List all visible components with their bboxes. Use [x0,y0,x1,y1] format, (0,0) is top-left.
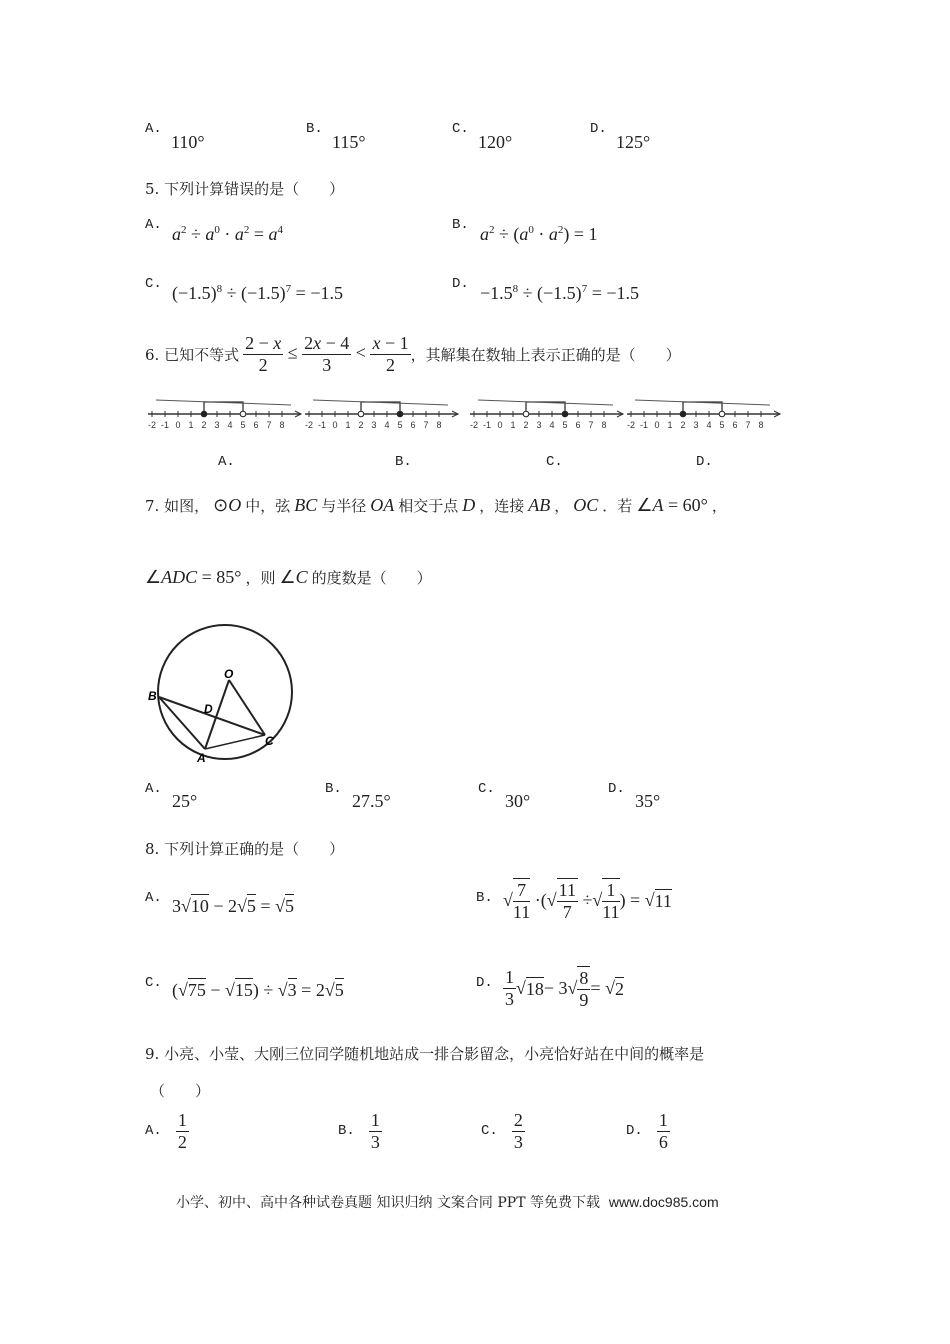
open-point [358,411,364,417]
tick-label: 7 [745,420,751,430]
q9-option-d-numerator: 1 [658,1110,668,1130]
q4-option-a-value: 110° [171,132,205,152]
q9-option-a-denominator: 2 [177,1131,187,1152]
tick-label: 5 [719,420,725,430]
q7-stem-part: 相交于点 [398,496,459,515]
tick-label: 5 [562,420,568,430]
q7-angle-a: ∠A = 60° [636,494,708,515]
q7-option-a-letter: A. [145,781,162,797]
q7-geometry-figure [140,620,310,770]
q7-stem-part: 中，弦 [245,496,291,515]
tick-label: 5 [240,420,246,430]
q4-option-d-letter: D. [590,121,607,137]
q7-stem-part: 7. 如图， [145,496,210,515]
q6-stem-prefix: 6. 已知不等式 [145,345,240,364]
closed-point [680,411,686,417]
q9-option-a-letter: A. [145,1123,162,1140]
q7-option-d-value: 35° [635,791,661,811]
q9-stem-paren: （ ） [150,1082,211,1100]
q5-option-d-math: $-1.5^8 \div (-1.5)^7 = -1.5$ [480,283,639,303]
open-point [719,411,725,417]
q9-option-a [145,1110,189,1152]
number-line-a [148,400,301,430]
tick-label: 4 [549,420,555,430]
closed-point [397,411,403,417]
q7-chord-bc: BC [294,494,318,515]
tick-label: 7 [266,420,272,430]
q5-option-a-letter: A. [145,217,162,233]
q7-segment-oc: OC [573,494,599,515]
q7-stem-line2 [145,560,432,594]
q9-stem: 9. 小亮、小莹、大刚三位同学随机地站成一排合影留念，小亮恰好站在中间的概率是 [145,1045,705,1063]
open-point [523,411,529,417]
tick-label: 2 [680,420,686,430]
tick-label: 5 [397,420,403,430]
tick-label: 8 [436,420,442,430]
tick-label: 4 [384,420,390,430]
footer-url[interactable]: www.doc985.com [608,1194,719,1210]
q7-option-c-letter: C. [478,781,495,797]
q6-option-b-label: B. [395,454,412,470]
q9-option-b [338,1110,382,1152]
tick-label: 6 [575,420,581,430]
tick-label: 7 [423,420,429,430]
q9-option-d [626,1110,670,1152]
tick-label: 6 [732,420,738,430]
closed-point [562,411,568,417]
q6-option-a-label: A. [218,454,235,470]
solution-bracket [526,402,565,414]
tick-label: -1 [482,420,492,430]
q4-option-b-letter: B. [306,121,323,137]
q9-option-c-denominator: 3 [513,1131,523,1152]
tick-label: 3 [371,420,377,430]
tick-label: -2 [147,420,157,430]
tick-label: 3 [693,420,699,430]
q7-stem: 7. 如图， ⊙O 中，弦 BC 与半径 OA 相交于点 D ，连接 AB ， OC ．若 ∠A = 60° ， [145,494,727,515]
footer [176,1192,719,1212]
q6-stem-suffix: ，其解集在数轴上表示正确的是（ ） [410,345,681,364]
label-b: B [148,689,157,703]
tick-label: 1 [667,420,673,430]
q5-option-a-math: $a^2 \div a^0 \cdot a^2 = a^4$ [172,224,284,244]
solution-bracket [204,402,243,414]
q6-stem [145,330,681,378]
q9-option-a-numerator: 1 [177,1110,187,1130]
open-point [240,411,246,417]
label-a: A [197,751,206,765]
tick-label: 0 [175,420,181,430]
tick-label: 7 [588,420,594,430]
q7-line2-part: ，则 [245,568,276,587]
label-d: D [204,702,213,716]
q5-option-b-letter: B. [452,217,469,233]
tick-label: 0 [332,420,338,430]
tick-label: 1 [510,420,516,430]
q8-option-c-letter: C. [145,975,162,991]
number-line-b [305,400,458,430]
q7-option-d-letter: D. [608,781,625,797]
q9-option-c [481,1110,525,1152]
q7-option-b-value: 27.5° [352,791,391,811]
q7-stem-part: ．若 [602,496,633,515]
tick-label: 6 [410,420,416,430]
tick-label: 4 [227,420,233,430]
q6-number-lines [140,390,790,435]
tick-label: -2 [469,420,479,430]
q7-angle-c: ∠C [279,566,308,587]
q8-option-c-math: (√75 − √15) ÷ √3 = 2√5 [172,980,344,1000]
tick-label: 1 [345,420,351,430]
q9-option-c-letter: C. [481,1123,498,1140]
q7-angle-adc: ∠ADC = 85° [145,566,242,587]
segment-ac [205,735,265,749]
tick-label: -2 [304,420,314,430]
q4-option-d-value: 125° [616,132,651,152]
q6-option-d-label: D. [696,454,713,470]
tick-label: -2 [626,420,636,430]
q7-stem-part: ，连接 [479,496,525,515]
q9-option-b-letter: B. [338,1123,355,1140]
q7-segment-ab: AB [528,494,551,515]
q9-option-c-numerator: 2 [513,1110,523,1130]
q9-option-d-letter: D. [626,1123,643,1140]
q4-option-c-value: 120° [478,132,513,152]
q7-option-a-value: 25° [172,791,198,811]
q7-stem-part: ， [554,496,570,515]
q8-option-a-letter: A. [145,890,162,906]
tick-label: 8 [601,420,607,430]
tick-label: 8 [758,420,764,430]
q9-option-b-numerator: 1 [370,1110,380,1130]
tick-label: 2 [201,420,207,430]
q5-option-b-math: $a^2 \div (a^0 \cdot a^2) = 1$ [480,224,598,244]
q4-option-b-value: 115° [332,132,366,152]
tick-label: 2 [523,420,529,430]
tick-label: 3 [536,420,542,430]
q8-option-b-letter: B. [476,890,493,906]
tick-label: 4 [706,420,712,430]
label-c: C [265,734,274,748]
q9-option-d-denominator: 6 [658,1131,668,1152]
q7-option-c-value: 30° [505,791,531,811]
q7-option-b-letter: B. [325,781,342,797]
tick-label: 0 [654,420,660,430]
tick-label: 2 [358,420,364,430]
closed-point [201,411,207,417]
q4-option-c-letter: C. [452,121,469,137]
q5-option-c-math: $(-1.5)^8 \div (-1.5)^7 = -1.5$ [172,283,343,303]
q9-option-b-denominator: 3 [370,1131,380,1152]
q5-option-c-letter: C. [145,276,162,292]
q8-option-b-math: √ $\frac{7}{11}$ ·(√ $\frac{11}{7}$ ÷√ $\frac{1}{11}$ ) = √ 11 [503,880,672,922]
tick-label: 6 [253,420,259,430]
q7-radius-oa: OA [370,494,395,515]
solution-bracket [361,402,400,414]
q8-option-d-letter: D. [476,975,493,991]
tick-label: -1 [639,420,649,430]
q6-option-c-label: C. [546,454,563,470]
tick-label: -1 [160,420,170,430]
q7-stem-part: 与半径 [321,496,367,515]
footer-text: 小学、初中、高中各种试卷真题 知识归纳 文案合同 PPT 等免费下载 [176,1195,600,1211]
number-line-d [627,400,780,430]
q7-line2-part: 的度数是（ ） [311,568,432,587]
tick-label: -1 [317,420,327,430]
q7-point-d: D [462,494,476,515]
tick-label: 8 [279,420,285,430]
q8-option-d-math: $\frac{1}{3}$ √ 18 − 3√ $\frac{8}{9}$ = √ 2 [505,967,624,1010]
segment-oc [229,680,265,735]
q6-inequality: $\frac{2 - x}{2}$ ≤ $\frac{2x - 4}{3}$ < $\frac{x - 1}{2}$ [245,332,409,375]
number-line-c [470,400,623,430]
tick-label: 1 [188,420,194,430]
q5-stem: 5. 下列计算错误的是（ ） [145,180,345,198]
q4-option-a-letter: A. [145,121,162,137]
solution-bracket [683,402,722,414]
label-o: O [224,667,234,681]
q5-option-d-letter: D. [452,276,469,292]
tick-label: 0 [497,420,503,430]
q8-option-a-math: 3√10 − 2√5 = √5 [172,896,294,916]
q7-circle-o: ⊙O [213,494,242,515]
tick-label: 3 [214,420,220,430]
q8-stem: 8. 下列计算正确的是（ ） [145,840,345,858]
